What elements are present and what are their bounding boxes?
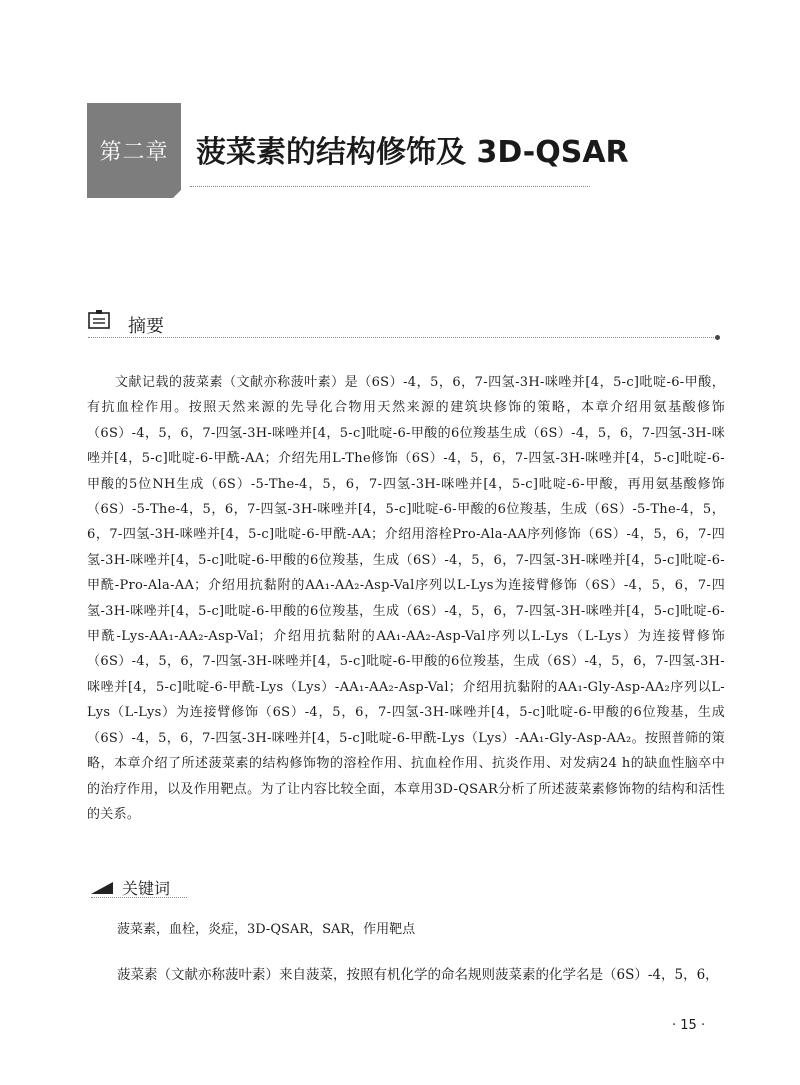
abstract-icon bbox=[88, 309, 110, 329]
main-paragraph: 菠菜素（文献亦称菠叶素）来自菠菜，按照有机化学的命名规则菠菜素的化学名是（6S）-4，5，6， bbox=[117, 967, 719, 983]
keywords-icon bbox=[91, 882, 113, 894]
chapter-title-rule bbox=[190, 186, 590, 187]
chapter-title: 菠菜素的结构修饰及 3D-QSAR bbox=[196, 135, 629, 170]
abstract-rule bbox=[88, 337, 718, 338]
keywords-heading: 关键词 bbox=[122, 879, 171, 898]
keywords-body: 菠菜素，血栓，炎症，3D-QSAR，SAR，作用靶点 bbox=[117, 922, 416, 937]
chapter-label: 第二章 bbox=[99, 140, 169, 165]
chapter-label-block bbox=[87, 103, 181, 198]
page-number: · 15 · bbox=[672, 1018, 706, 1033]
abstract-heading: 摘要 bbox=[128, 316, 164, 337]
keywords-rule bbox=[91, 897, 187, 898]
abstract-body: 文献记载的菠菜素（文献亦称菠叶素）是（6S）-4，5，6，7-四氢-3H-咪唑并[4，5-c]吡啶-6-甲酸，有抗血栓作用。按照天然来源的先导化合物用天然来源的建筑块修饰的策略，本章介绍用氨基酸修饰（6S）-4，5，6，7-四氢-3H-咪唑并[4，5-c]吡啶-6-甲酸的6位羧基生成（6S）-4，5，6，7-四氢-3H-咪唑并[4，5-c]吡啶-6-甲酰-AA；介绍先用L-The修饰（6S）-4，5，6，7-四氢-3H-咪唑并[4，5-c]吡啶-6-甲酸的5位NH生成（6S）-5-The-4，5，6，7-四氢-3H-咪唑并[4，5-c]吡啶-6-甲酸，再用氨基酸修饰（6S）-5-The-4，5，6，7-四氢-3H-咪唑并[4，5-c]吡啶-6-甲酸的6位羧基，生成（6S）-5-The-4，5，6，7-四氢-3H-咪唑并[4，5-c]吡啶-6-甲酰-AA；介绍用溶栓Pro-Ala-AA序列修饰（6S）-4，5，6，7-四氢-3H-咪唑并[4，5-c]吡啶-6-甲酸的6位羧基，生成（6S）-4，5，6，7-四氢-3H-咪唑并[4，5-c]吡啶-6-甲酰-Pro-Ala-AA；介绍用抗黏附的AA₁-AA₂-Asp-Val序列以L-Lys为连接臂修饰（6S）-4，5，6，7-四氢-3H-咪唑并[4，5-c]吡啶-6-甲酸的6位羧基，生成（6S）-4，5，6，7-四氢-3H-咪唑并[4，5-c]吡啶-6-甲酰-Lys-AA₁-AA₂-Asp-Val；介绍用抗黏附的AA₁-AA₂-Asp-Val序列以L-Lys（L-Lys）为连接臂修饰（6S）-4，5，6，7-四氢-3H-咪唑并[4，5-c]吡啶-6-甲酸的6位羧基，生成（6S）-4，5，6，7-四氢-3H-咪唑并[4，5-c]吡啶-6-甲酰-Lys（Lys）-AA₁-AA₂-Asp-Val；介绍用抗黏附的AA₁-Gly-Asp-AA₂序列以L-Lys（L-Lys）为连接臂修饰（6S）-4，5，6，7-四氢-3H-咪唑并[4，5-c]吡啶-6-甲酸的6位羧基，生成（6S）-4，5，6，7-四氢-3H-咪唑并[4，5-c]吡啶-6-甲酰-Lys（Lys）-AA₁-Gly-Asp-AA₂。按照普筛的策略，本章介绍了所述菠菜素的结构修饰物的溶栓作用、抗血栓作用、抗炎作用、对发病24 h的缺血性脑卒中的治疗作用，以及作用靶点。为了让内容比较全面，本章用3D-QSAR分析了所述菠菜素修饰物的结构和活性的关系。 bbox=[87, 375, 725, 822]
